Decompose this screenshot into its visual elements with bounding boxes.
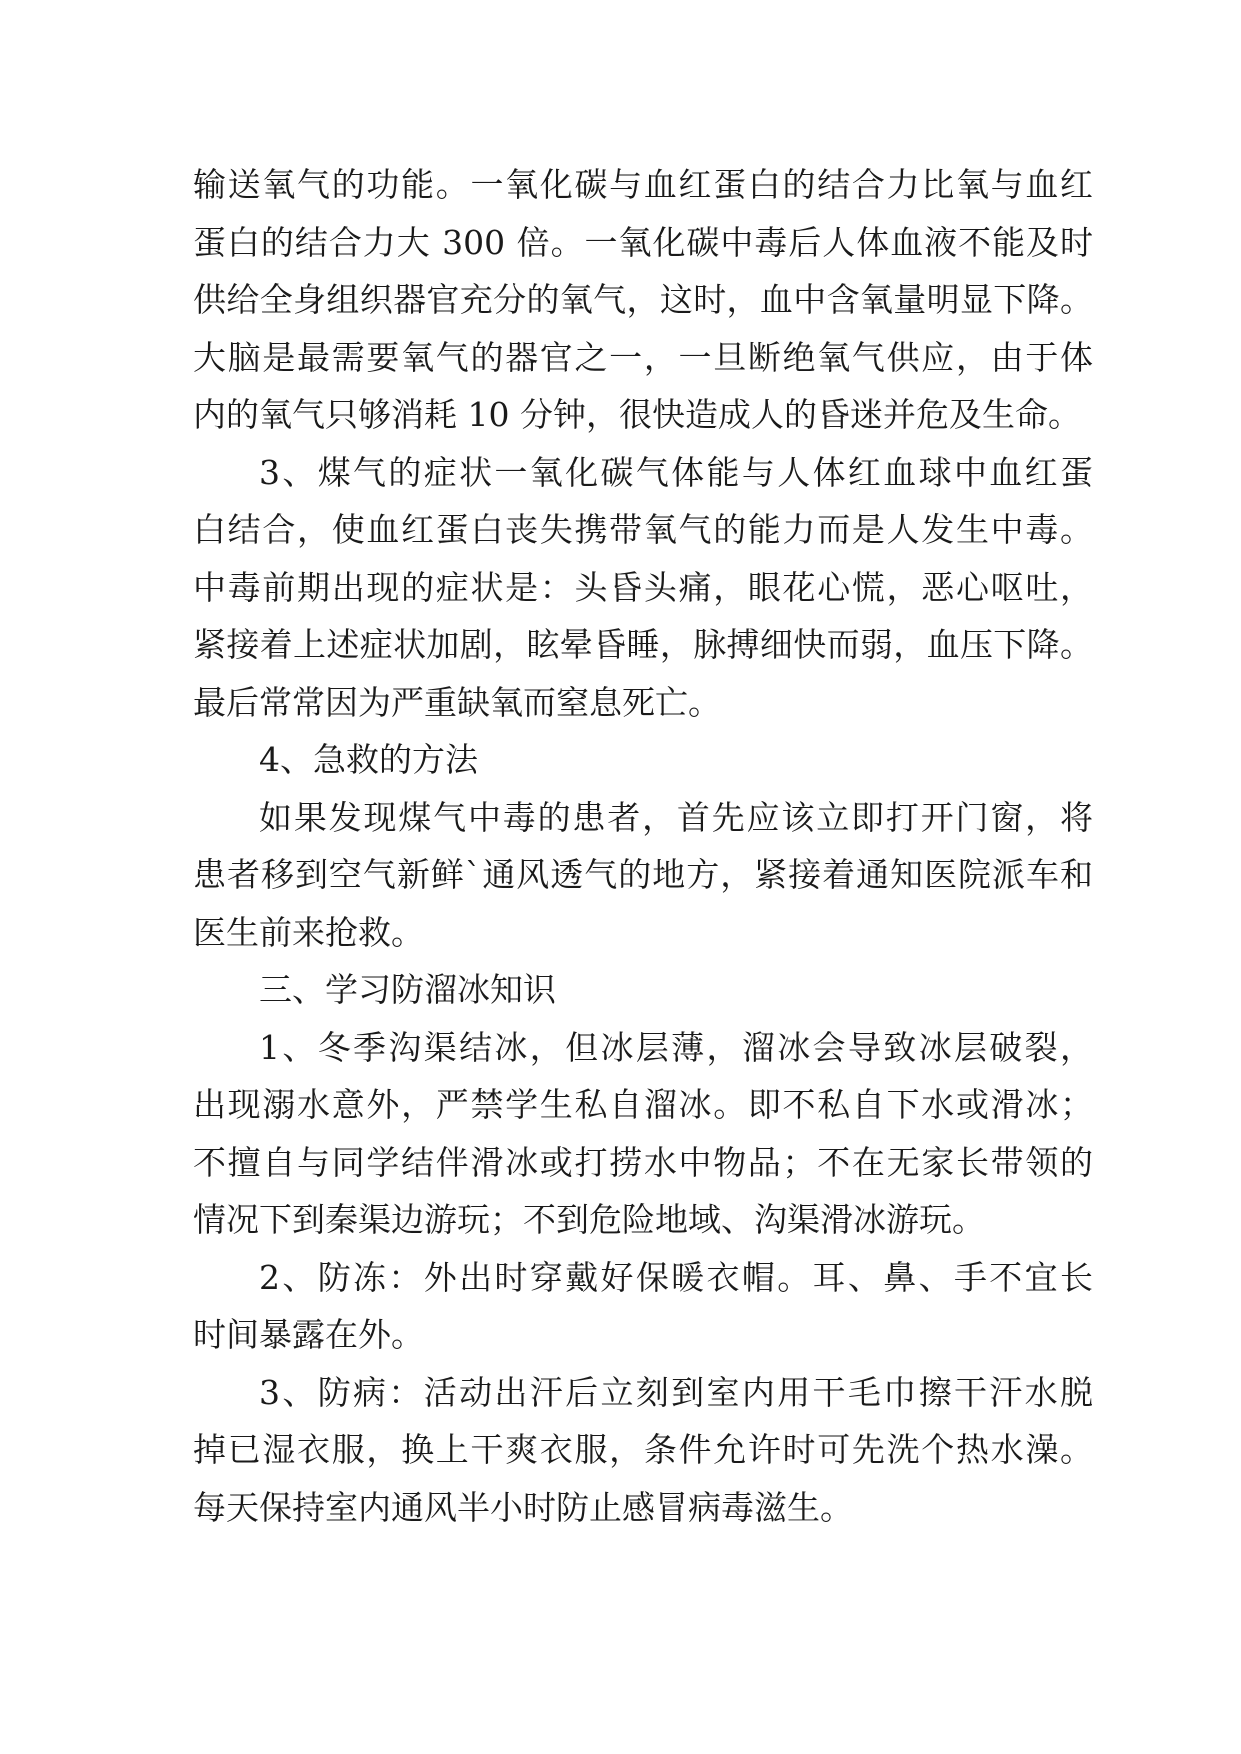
text-line: 时间暴露在外。: [193, 1315, 424, 1354]
text-line: 供给全身组织器官充分的氧气，这时，血中含氧量明显下降。: [193, 280, 1093, 319]
text-line: 每天保持室内通风半小时防止感冒病毒滋生。: [193, 1487, 853, 1527]
text-line: 不擅自与同学结伴滑冰或打捞水中物品；不在无家长带领的: [193, 1142, 1093, 1182]
text-line: 最后常常因为严重缺氧而窒息死亡。: [193, 682, 721, 722]
text-line: 输送氧气的功能。一氧化碳与血红蛋白的结合力比氧与血红: [193, 165, 1093, 204]
text-line: 出现溺水意外，严禁学生私自溜冰。即不私自下水或滑冰；: [193, 1085, 1093, 1124]
section-heading: 三、学习防溜冰知识: [259, 970, 556, 1009]
text-line: 掉已湿衣服，换上干爽衣服，条件允许时可先洗个热水澡。: [193, 1430, 1093, 1469]
text-line: 中毒前期出现的症状是：头昏头痛，眼花心慌，恶心呕吐，: [193, 567, 1093, 607]
text-line: 紧接着上述症状加剧，眩晕昏睡，脉搏细快而弱，血压下降。: [193, 625, 1093, 664]
text-line: 内的氧气只够消耗 10 分钟，很快造成人的昏迷并危及生命。: [193, 395, 1081, 434]
text-line: 蛋白的结合力大 300 倍。一氧化碳中毒后人体血液不能及时: [193, 222, 1093, 262]
text-line: 如果发现煤气中毒的患者，首先应该立即打开门窗，将: [259, 797, 1093, 837]
text-line: 3、防病：活动出汗后立刻到室内用干毛巾擦干汗水脱: [259, 1372, 1093, 1412]
text-line: 2、防冻：外出时穿戴好保暖衣帽。耳、鼻、手不宜长: [259, 1257, 1093, 1297]
text-line: 患者移到空气新鲜`通风透气的地方，紧接着通知医院派车和: [193, 855, 1093, 894]
text-line: 1、冬季沟渠结冰，但冰层薄，溜冰会导致冰层破裂，: [259, 1027, 1093, 1067]
document-body: [193, 156, 1093, 1536]
text-line: 3、煤气的症状一氧化碳气体能与人体红血球中血红蛋: [259, 452, 1093, 492]
section-heading: 4、急救的方法: [259, 740, 478, 779]
text-line: 情况下到秦渠边游玩；不到危险地域、沟渠滑冰游玩。: [193, 1200, 985, 1239]
text-line: 白结合，使血红蛋白丧失携带氧气的能力而是人发生中毒。: [193, 510, 1093, 549]
text-line: 医生前来抢救。: [193, 912, 424, 952]
text-line: 大脑是最需要氧气的器官之一，一旦断绝氧气供应，由于体: [193, 337, 1093, 377]
